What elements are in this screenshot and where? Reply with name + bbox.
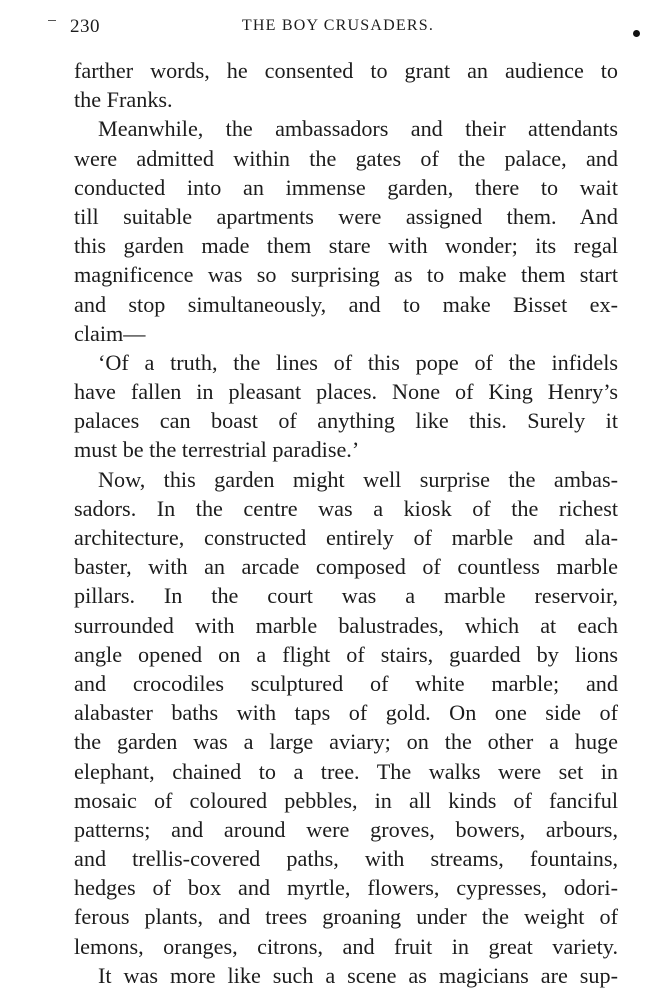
text-line: Now, this garden might well surprise the ambas- [98,466,618,492]
text-line: ‘Of a truth, the lines of this pope of the infidels [98,349,618,375]
text-line: palaces can boast of anything like this. Surely it [74,408,618,434]
text-line: and crocodiles sculptured of white marble; and [74,670,618,696]
text-line: alabaster baths with taps of gold. On one side of [74,700,618,726]
text-line: claim— [74,320,146,346]
text-line: Meanwhile, the ambassadors and their attendants [98,116,618,142]
text-line: baster, with an arcade composed of countless marble [74,554,618,580]
text-line: farther words, he consented to grant an audience to [74,58,618,83]
text-line: have fallen in pleasant places. None of King Henry’s [74,379,618,405]
text-line: till suitable apartments were assigned them. And [74,203,618,229]
text-line: the garden was a large aviary; on the other a huge [74,729,618,755]
text-line: hedges of box and myrtle, flowers, cypresses, odori- [74,875,618,901]
text-line: ferous plants, and trees groaning under the weight of [74,904,618,930]
text-line: architecture, constructed entirely of marble and ala- [74,525,618,550]
text-line: elephant, chained to a tree. The walks were set in [74,758,618,784]
text-line: were admitted within the gates of the palace, and [74,145,618,171]
margin-tick-mark [48,20,56,21]
running-header [62,16,614,40]
text-line: this garden made them stare with wonder; its regal [74,233,618,259]
text-line: conducted into an immense garden, there to wait [74,174,618,200]
text-line: lemons, oranges, citrons, and fruit in great variety. [74,933,618,959]
running-title: THE BOY CRUSADERS. [241,17,435,34]
text-line: must be the terrestrial paradise.’ [74,437,360,463]
text-line: patterns; and around were groves, bowers, arbours, [74,816,618,842]
text-line: and stop simultaneously, and to make Bisset ex- [74,291,618,317]
text-line: and trellis-covered paths, with streams, fountains, [74,846,618,872]
text-line: angle opened on a flight of stairs, guarded by lions [74,641,618,667]
text-line: sadors. In the centre was a kiosk of the richest [74,495,618,521]
text-line: the Franks. [74,87,173,113]
text-line: pillars. In the court was a marble reservoir, [74,583,618,609]
margin-ink-dot [633,30,640,37]
page-number: 230 [70,16,100,37]
text-line: magnificence was so surprising as to make them start [74,262,618,288]
text-line: mosaic of coloured pebbles, in all kinds of fanciful [74,787,618,813]
body-text [74,56,618,990]
text-line: It was more like such a scene as magicians are sup- [98,962,618,988]
text-line: surrounded with marble balustrades, which at each [74,612,618,638]
